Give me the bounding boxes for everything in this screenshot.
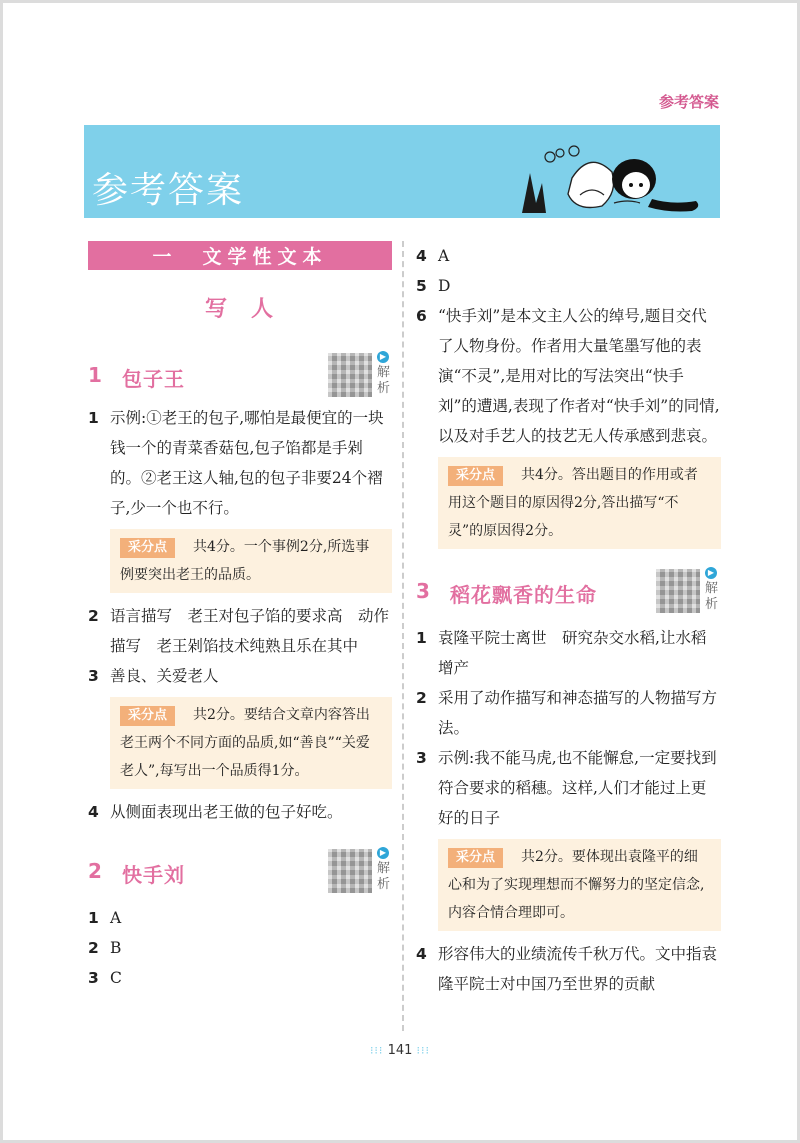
scoring-box [110,529,392,593]
answer-item [416,743,721,833]
answer-item [88,601,392,661]
lesson-number: 1 [88,363,102,387]
play-icon: ▶ [377,847,389,859]
left-column [88,241,392,993]
answer-item [88,661,392,691]
footer-deco-right: ⁝⁝⁝ [416,1044,431,1057]
item-number: 3 [416,749,427,767]
column-divider [402,241,404,1031]
item-text: 示例:我不能马虎,也不能懈怠,一定要找到符合要求的稻穗。这样,人们才能过上更好的日子 [438,749,717,827]
lesson-heading-2 [88,849,392,899]
scoring-box [110,697,392,789]
item-text: A [110,909,122,927]
item-number: 4 [88,803,99,821]
analysis-label: 解析 [377,861,391,892]
scoring-box [438,457,721,549]
scoring-tag: 采分点 [448,466,503,486]
analysis-label: 解析 [705,581,719,612]
lesson-heading-3 [416,569,721,619]
item-number: 4 [416,247,427,265]
item-number: 1 [88,909,99,927]
answer-item [416,683,721,743]
scoring-text: 共4分。一个事例2分,所选事例要突出老王的品质。 [120,539,370,583]
analysis-label: 解析 [377,365,391,396]
right-column [416,241,721,999]
analysis-link[interactable] [705,567,719,613]
answer-item [416,271,721,301]
qr-code-icon[interactable] [656,569,700,613]
lesson-title: 快手刘 [122,863,185,887]
scoring-text: 共2分。要结合文章内容答出老王两个不同方面的品质,如“善良”“关爱老人”,每写出一个品质得1分。 [120,707,370,779]
item-number: 4 [416,945,427,963]
play-icon: ▶ [377,351,389,363]
item-number: 1 [416,629,427,647]
item-text: C [110,969,122,987]
answer-item [416,623,721,683]
scoring-box [438,839,721,931]
item-text: 形容伟大的业绩流传千秋万代。文中指袁隆平院士对中国乃至世界的贡献 [438,945,718,993]
item-text: 袁隆平院士离世 研究杂交水稻,让水稻增产 [438,629,707,677]
item-text: 从侧面表现出老王做的包子好吃。 [110,803,343,821]
answer-item [88,933,392,963]
banner-title: 参考答案 [92,170,245,211]
lesson-number: 2 [88,859,102,883]
item-number: 2 [416,689,427,707]
lesson-title: 包子王 [122,367,185,391]
item-number: 6 [416,307,427,325]
lesson-title: 稻花飘香的生命 [450,583,597,607]
item-number: 5 [416,277,427,295]
answer-item [416,939,721,999]
answer-item [88,903,392,933]
item-number: 3 [88,667,99,685]
scoring-text: 共4分。答出题目的作用或者用这个题目的原因得2分,答出描写“不灵”的原因得2分。 [448,467,698,539]
qr-code-icon[interactable] [328,353,372,397]
page-footer [3,1043,797,1058]
title-banner [84,125,720,218]
lesson-number: 3 [416,579,430,603]
page [3,3,797,1140]
item-text: 采用了动作描写和神态描写的人物描写方法。 [438,689,718,737]
answer-item [416,241,721,271]
item-number: 2 [88,607,99,625]
item-text: 示例:①老王的包子,哪怕是最便宜的一块钱一个的青菜香菇包,包子馅都是手剁的。②老王这人轴,包的包子非要24个褶子,少一个也不行。 [110,409,384,517]
analysis-link[interactable] [377,847,391,893]
item-text: B [110,939,122,957]
scoring-tag: 采分点 [120,706,175,726]
sub-title: 写人 [204,297,297,322]
item-text: 善良、关爱老人 [110,667,219,685]
section-title-bar: 一 文学性文本 [88,241,392,270]
answer-item [88,963,392,993]
item-text: 语言描写 老王对包子馅的要求高 动作描写 老王剁馅技术纯熟且乐在其中 [110,607,390,655]
scoring-tag: 采分点 [120,538,175,558]
item-number: 3 [88,969,99,987]
lesson-heading-1 [88,353,392,403]
answer-item [416,301,721,451]
answer-item [88,797,392,827]
page-number: 141 [387,1043,413,1058]
item-text: “快手刘”是本文主人公的绰号,题目交代了人物身份。作者用大量笔墨写他的表演“不灵”,是用对比的写法突出“快手刘”的遭遇,表现了作者对“快手刘”的同情,以及对手艺人的技艺无人传承感到悲哀。 [438,307,720,445]
item-number: 1 [88,409,99,427]
scoring-text: 共2分。要体现出袁隆平的细心和为了实现理想而不懈努力的坚定信念,内容合情合理即可。 [448,849,705,921]
footer-deco-left: ⁝⁝⁝ [369,1044,384,1057]
item-text: D [438,277,451,295]
qr-code-icon[interactable] [328,849,372,893]
item-number: 2 [88,939,99,957]
analysis-link[interactable] [377,351,391,397]
play-icon: ▶ [705,567,717,579]
item-text: A [438,247,450,265]
scoring-tag: 采分点 [448,848,503,868]
girl-reading-illustration [502,143,712,218]
answer-item [88,403,392,523]
header-label: 参考答案 [658,93,719,111]
